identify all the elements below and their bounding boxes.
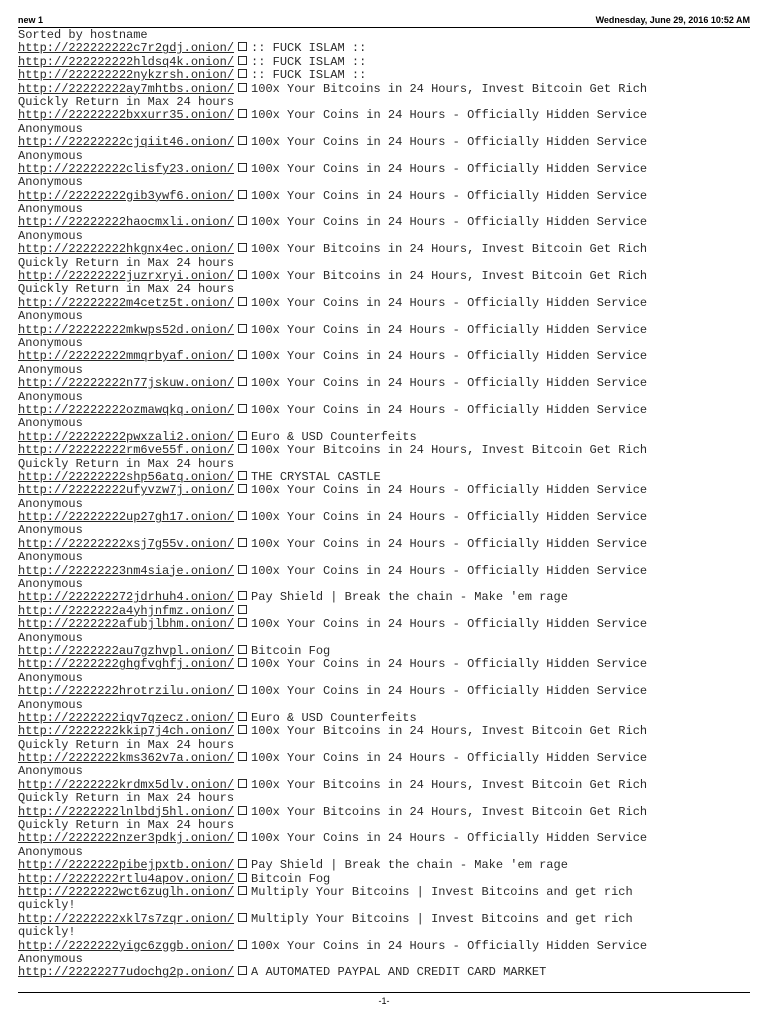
onion-link[interactable]: http://22222222ozmawqkq.onion/ [18, 403, 235, 417]
onion-link[interactable]: http://22222222n77jskuw.onion/ [18, 377, 235, 391]
list-item [18, 56, 750, 69]
missing-glyph-box-icon [238, 444, 247, 453]
list-item [18, 752, 750, 765]
missing-glyph-box-icon [238, 270, 247, 279]
site-title: THE CRYSTAL CASTLE [251, 470, 381, 484]
onion-link[interactable]: http://2222222wct6zuglh.onion/ [18, 886, 235, 899]
site-title-continuation: Anonymous [18, 149, 83, 163]
onion-link[interactable]: http://2222222hrotrzilu.onion/ [18, 685, 235, 699]
missing-glyph-box-icon [238, 216, 247, 225]
missing-glyph-box-icon [238, 832, 247, 841]
site-title: 100x Your Coins in 24 Hours - Officially Hidden Service [251, 685, 648, 699]
site-title: 100x Your Coins in 24 Hours - Officially Hidden Service [251, 832, 648, 846]
site-title-continuation: Anonymous [18, 698, 83, 712]
missing-glyph-box-icon [238, 859, 247, 868]
list-item [18, 270, 750, 283]
onion-link[interactable]: http://2222222kms362v7a.onion/ [18, 752, 235, 766]
missing-glyph-box-icon [238, 605, 247, 614]
list-item [18, 859, 750, 872]
onion-link[interactable]: http://2222222afubjlbhm.onion/ [18, 618, 235, 632]
site-title: 100x Your Coins in 24 Hours - Officially Hidden Service [251, 323, 648, 337]
onion-link[interactable]: http://2222222ghgfvghfj.onion/ [18, 658, 235, 672]
onion-link[interactable]: http://22222222gib3ywf6.onion/ [18, 189, 235, 203]
onion-link[interactable]: http://222222222hldsq4k.onion/ [18, 55, 235, 69]
missing-glyph-box-icon [238, 806, 247, 815]
site-title-continuation: Quickly Return in Max 24 hours [18, 457, 235, 471]
site-title-continuation: Anonymous [18, 631, 83, 645]
site-title-continuation: Anonymous [18, 176, 83, 190]
list-item [18, 712, 750, 725]
site-title: 100x Your Coins in 24 Hours - Officially Hidden Service [251, 537, 648, 551]
list-item [18, 538, 750, 551]
list-item [18, 806, 750, 819]
site-title: :: FUCK ISLAM :: [251, 69, 367, 83]
page-header [18, 12, 750, 26]
site-title: 100x Your Bitcoins in 24 Hours, Invest Bitcoin Get Rich [251, 82, 648, 96]
onion-link[interactable]: http://22222222ufyvzw7j.onion/ [18, 484, 235, 498]
missing-glyph-box-icon [238, 591, 247, 600]
site-title-continuation: quickly! [18, 899, 76, 913]
site-title: 100x Your Coins in 24 Hours - Officially Hidden Service [251, 564, 648, 578]
onion-link[interactable]: http://2222222yigc6zggb.onion/ [18, 939, 235, 953]
list-item [18, 605, 750, 618]
missing-glyph-box-icon [238, 109, 247, 118]
list-item [18, 216, 750, 229]
site-title: Pay Shield | Break the chain - Make 'em rage [251, 591, 568, 605]
onion-link[interactable]: http://22222222xsj7g55v.onion/ [18, 537, 235, 551]
site-title: 100x Your Bitcoins in 24 Hours, Invest Bitcoin Get Rich [251, 805, 648, 819]
onion-link[interactable]: http://222222222nykzrsh.onion/ [18, 69, 235, 83]
onion-link[interactable]: http://22222222ay7mhtbs.onion/ [18, 82, 235, 96]
list-item [18, 444, 750, 457]
onion-link[interactable]: http://2222222iqv7qzecz.onion/ [18, 711, 235, 725]
missing-glyph-box-icon [238, 83, 247, 92]
missing-glyph-box-icon [238, 471, 247, 480]
list-item [18, 685, 750, 698]
document-body [18, 29, 750, 980]
onion-link[interactable]: http://22222222mkwps52d.onion/ [18, 323, 235, 337]
list-item [18, 243, 750, 256]
onion-link[interactable]: http://2222222rtlu4apov.onion/ [18, 872, 235, 886]
site-title-continuation: Anonymous [18, 363, 83, 377]
list-item [18, 42, 750, 55]
site-title: 100x Your Coins in 24 Hours - Officially Hidden Service [251, 350, 648, 364]
site-title: 100x Your Coins in 24 Hours - Officially Hidden Service [251, 484, 648, 498]
site-title: 100x Your Coins in 24 Hours - Officially Hidden Service [251, 296, 648, 310]
onion-link[interactable]: http://2222222lnlbdj5hl.onion/ [18, 805, 235, 819]
onion-link[interactable]: http://22222222pwxzali2.onion/ [18, 430, 235, 444]
missing-glyph-box-icon [238, 645, 247, 654]
site-title: 100x Your Coins in 24 Hours - Officially Hidden Service [251, 618, 648, 632]
missing-glyph-box-icon [238, 243, 247, 252]
onion-link[interactable]: http://22222222mmqrbyaf.onion/ [18, 350, 235, 364]
missing-glyph-box-icon [238, 56, 247, 65]
list-item [18, 69, 750, 82]
list-item [18, 779, 750, 792]
onion-link[interactable]: http://22222223nm4siaje.onion/ [18, 564, 235, 578]
site-title: Pay Shield | Break the chain - Make 'em rage [251, 859, 568, 873]
onion-link[interactable]: http://22222222cjqiit46.onion/ [18, 136, 235, 150]
onion-link[interactable]: http://2222222a4yhjnfmz.onion/ [18, 604, 235, 618]
list-item [18, 109, 750, 122]
site-title: A AUTOMATED PAYPAL AND CREDIT CARD MARKET [251, 966, 547, 980]
site-title: Multiply Your Bitcoins | Invest Bitcoins and get rich [251, 886, 633, 899]
list-item [18, 377, 750, 390]
document-title: new 1 [18, 15, 44, 25]
list-item [18, 565, 750, 578]
site-title-continuation: Anonymous [18, 417, 83, 431]
site-title-continuation: Anonymous [18, 310, 83, 324]
site-title-continuation: Quickly Return in Max 24 hours [18, 819, 235, 833]
missing-glyph-box-icon [238, 779, 247, 788]
site-title-continuation: Anonymous [18, 578, 83, 592]
onion-link[interactable]: http://22222222rm6ve55f.onion/ [18, 444, 235, 458]
onion-link[interactable]: http://22222222haocmxli.onion/ [18, 216, 235, 230]
list-item [18, 940, 750, 953]
missing-glyph-box-icon [238, 913, 247, 922]
site-title: 100x Your Coins in 24 Hours - Officially Hidden Service [251, 136, 648, 150]
onion-link[interactable]: http://22222222hkgnx4ec.onion/ [18, 243, 235, 257]
missing-glyph-box-icon [238, 484, 247, 493]
list-item [18, 324, 750, 337]
site-title-continuation: Anonymous [18, 524, 83, 538]
page-number: -1- [378, 996, 390, 1006]
list-item [18, 645, 750, 658]
site-title-continuation: Quickly Return in Max 24 hours [18, 283, 235, 297]
list-item [18, 873, 750, 886]
site-title-continuation: Quickly Return in Max 24 hours [18, 256, 235, 270]
missing-glyph-box-icon [238, 324, 247, 333]
site-title-continuation: Anonymous [18, 497, 83, 511]
site-title-continuation: Anonymous [18, 671, 83, 685]
site-title: 100x Your Coins in 24 Hours - Officially Hidden Service [251, 109, 648, 123]
missing-glyph-box-icon [238, 658, 247, 667]
list-item [18, 471, 750, 484]
list-item [18, 297, 750, 310]
onion-link[interactable]: http://22222222clisfy23.onion/ [18, 162, 235, 176]
missing-glyph-box-icon [238, 377, 247, 386]
onion-link[interactable]: http://22222222bxxurr35.onion/ [18, 109, 235, 123]
missing-glyph-box-icon [238, 431, 247, 440]
site-title: 100x Your Bitcoins in 24 Hours, Invest Bitcoin Get Rich [251, 725, 648, 739]
list-item [18, 886, 750, 899]
missing-glyph-box-icon [238, 618, 247, 627]
site-title: :: FUCK ISLAM :: [251, 42, 367, 56]
onion-link[interactable]: http://22222222shp56atq.onion/ [18, 470, 235, 484]
site-title-continuation: Anonymous [18, 551, 83, 565]
list-item [18, 431, 750, 444]
missing-glyph-box-icon [238, 42, 247, 51]
onion-link[interactable]: http://2222222xkl7s7zqr.onion/ [18, 912, 235, 926]
site-title: 100x Your Bitcoins in 24 Hours, Invest Bitcoin Get Rich [251, 270, 648, 284]
onion-link[interactable]: http://2222222au7gzhvpl.onion/ [18, 644, 235, 658]
onion-link[interactable]: http://2222222kkip7j4ch.onion/ [18, 725, 235, 739]
site-title: 100x Your Coins in 24 Hours - Officially Hidden Service [251, 939, 648, 953]
missing-glyph-box-icon [238, 725, 247, 734]
list-item [18, 966, 750, 979]
site-title: 100x Your Coins in 24 Hours - Officially Hidden Service [251, 658, 648, 672]
missing-glyph-box-icon [238, 712, 247, 721]
site-title-continuation: Quickly Return in Max 24 hours [18, 95, 235, 109]
site-title-continuation: Anonymous [18, 229, 83, 243]
site-title-continuation: Anonymous [18, 390, 83, 404]
site-title: 100x Your Coins in 24 Hours - Officially Hidden Service [251, 189, 648, 203]
site-title: Euro & USD Counterfeits [251, 430, 417, 444]
list-item [18, 484, 750, 497]
onion-link[interactable]: http://22222222up27gh17.onion/ [18, 511, 235, 525]
list-item [18, 163, 750, 176]
list-item [18, 658, 750, 671]
site-title: 100x Your Bitcoins in 24 Hours, Invest Bitcoin Get Rich [251, 778, 648, 792]
site-title: 100x Your Coins in 24 Hours - Officially Hidden Service [251, 511, 648, 525]
onion-link[interactable]: http://22222222m4cetz5t.onion/ [18, 296, 235, 310]
onion-link[interactable]: http://222222272jdrhuh4.onion/ [18, 591, 235, 605]
missing-glyph-box-icon [238, 752, 247, 761]
onion-link[interactable]: http://22222277udochg2p.onion/ [18, 966, 235, 980]
sort-label: Sorted by hostname [18, 29, 148, 42]
missing-glyph-box-icon [238, 565, 247, 574]
missing-glyph-box-icon [238, 163, 247, 172]
onion-link[interactable]: http://2222222nzer3pdkj.onion/ [18, 832, 235, 846]
site-title: Bitcoin Fog [251, 644, 331, 658]
site-title: 100x Your Coins in 24 Hours - Officially Hidden Service [251, 377, 648, 391]
site-title-continuation: Quickly Return in Max 24 hours [18, 792, 235, 806]
missing-glyph-box-icon [238, 873, 247, 882]
missing-glyph-box-icon [238, 404, 247, 413]
list-item [18, 350, 750, 363]
onion-link[interactable]: http://22222222juzrxryi.onion/ [18, 270, 235, 284]
site-title-continuation: Quickly Return in Max 24 hours [18, 738, 235, 752]
list-item [18, 725, 750, 738]
list-item [18, 136, 750, 149]
missing-glyph-box-icon [238, 136, 247, 145]
site-title: :: FUCK ISLAM :: [251, 55, 367, 69]
list-item [18, 83, 750, 96]
site-title-continuation: Anonymous [18, 952, 83, 966]
onion-link[interactable]: http://2222222pibejpxtb.onion/ [18, 859, 235, 873]
list-item [18, 832, 750, 845]
missing-glyph-box-icon [238, 350, 247, 359]
site-title-continuation: quickly! [18, 926, 76, 940]
site-title-continuation: Anonymous [18, 765, 83, 779]
missing-glyph-box-icon [238, 190, 247, 199]
list-item [18, 591, 750, 604]
site-title: 100x Your Bitcoins in 24 Hours, Invest Bitcoin Get Rich [251, 243, 648, 257]
site-title: 100x Your Bitcoins in 24 Hours, Invest Bitcoin Get Rich [251, 444, 648, 458]
missing-glyph-box-icon [238, 538, 247, 547]
site-title: 100x Your Coins in 24 Hours - Officially Hidden Service [251, 752, 648, 766]
site-title: Multiply Your Bitcoins | Invest Bitcoins and get rich [251, 912, 633, 926]
missing-glyph-box-icon [238, 511, 247, 520]
site-title-continuation: Anonymous [18, 122, 83, 136]
site-title-continuation: Anonymous [18, 336, 83, 350]
list-item [18, 618, 750, 631]
site-title: Euro & USD Counterfeits [251, 711, 417, 725]
missing-glyph-box-icon [238, 966, 247, 975]
site-title-continuation: Anonymous [18, 203, 83, 217]
missing-glyph-box-icon [238, 69, 247, 78]
list-item [18, 404, 750, 417]
missing-glyph-box-icon [238, 297, 247, 306]
list-item [18, 190, 750, 203]
onion-link[interactable]: http://222222222c7r2gdj.onion/ [18, 42, 235, 56]
site-title: 100x Your Coins in 24 Hours - Officially Hidden Service [251, 216, 648, 230]
footer-divider [18, 992, 750, 993]
print-datetime: Wednesday, June 29, 2016 10:52 AM [595, 15, 750, 25]
site-title: 100x Your Coins in 24 Hours - Officially Hidden Service [251, 403, 648, 417]
missing-glyph-box-icon [238, 685, 247, 694]
list-item [18, 511, 750, 524]
site-title-continuation: Anonymous [18, 845, 83, 859]
missing-glyph-box-icon [238, 886, 247, 895]
list-item [18, 913, 750, 926]
onion-link[interactable]: http://2222222krdmx5dlv.onion/ [18, 778, 235, 792]
header-divider [18, 27, 750, 28]
missing-glyph-box-icon [238, 940, 247, 949]
site-title: Bitcoin Fog [251, 872, 331, 886]
site-title: 100x Your Coins in 24 Hours - Officially Hidden Service [251, 162, 648, 176]
